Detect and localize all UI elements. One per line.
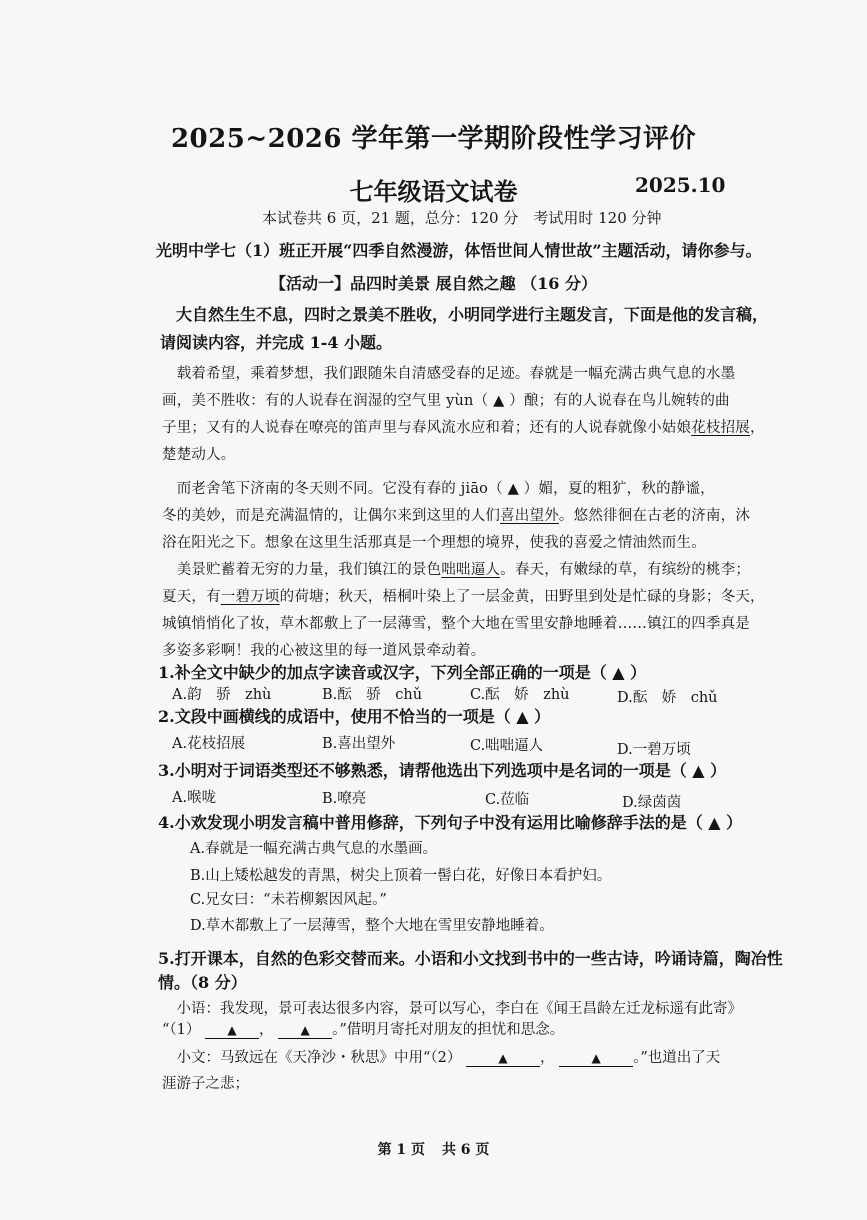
answer-blank-2a[interactable] (466, 1050, 540, 1067)
exam-info: 本试卷共 6 页，21 题，总分：120 分 考试用时 120 分钟 (262, 209, 662, 227)
exam-title: 2025~2026 学年第一学期阶段性学习评价 (170, 124, 697, 154)
speech-p3-line-1 (162, 558, 750, 579)
q4-option-d: D.草木都敷上了一层薄雪，整个大地在雪里安静地睡着。 (190, 918, 554, 934)
speech-text: 的荷塘；秋天，梧桐叶染上了一层金黄，田野里到处是忙碌的身影；冬天， (279, 589, 765, 605)
triangle-icon: ▲ (591, 1051, 601, 1065)
q5-xiaowen-tail: 。”也道出了天 (633, 1050, 721, 1066)
q5-xiaoyu-line-1: 小语：我发现，景可表达很多内容，景可以写心，李白在《闻王昌龄左迁龙标遥有此寄》 (162, 1001, 742, 1017)
blank-label: “（1） (162, 1022, 201, 1038)
speech-p2-line-3: 浴在阳光之下。想象在这里生活那真是一个理想的境界，使我的喜爱之情油然而生。 (162, 535, 706, 551)
q3-option-b: B.嘹亮 (322, 791, 367, 807)
speech-text: 美景贮蓄着无穷的力量，我们镇江的景色 (162, 562, 442, 578)
speech-p1-line-4: 楚楚动人。 (162, 447, 236, 463)
question-4-stem: 4.小欢发现小明发言稿中普用修辞，下列句子中没有运用比喻修辞手法的是（ ▲ ） (158, 813, 743, 832)
speech-text: 。悠然徘徊在古老的济南，沐 (558, 508, 751, 524)
q3-option-a: A.喉咙 (172, 790, 217, 806)
speech-p3-line-4: 多姿多彩啊！我的心被这里的每一道风景牵动着。 (162, 643, 486, 659)
idiom-underline: 一碧万顷 (220, 589, 280, 605)
speech-p1-line-1: 载着希望，乘着梦想，我们跟随朱自清感受春的足迹。春就是一幅充满古典气息的水墨 (162, 366, 736, 382)
speech-text: 。春天，有嫩绿的草，有缤纷的桃李； (500, 562, 751, 578)
answer-blank-1a[interactable] (205, 1022, 259, 1039)
q2-option-c: C.咄咄逼人 (470, 738, 544, 754)
triangle-icon: ▲ (498, 1051, 508, 1065)
exam-subtitle: 七年级语文试卷 (349, 177, 518, 206)
q5-xiaoyu-tail: 。”借明月寄托对朋友的担忧和思念。 (332, 1022, 565, 1038)
speech-p1-line-2: 画，美不胜收：有的人说春在润湿的空气里 yùn（ ▲ ）酿；有的人说春在鸟儿婉转的曲 (162, 393, 730, 409)
q4-option-b: B.山上矮松越发的青黑，树尖上顶着一髻白花，好像日本看护妇。 (190, 868, 612, 884)
question-3-stem: 3.小明对于词语类型还不够熟悉，请帮他选出下列选项中是名词的一项是（ ▲ ） (158, 761, 727, 780)
exam-date: 2025.10 (635, 173, 726, 197)
speech-p2-line-1: 而老舍笔下济南的冬天则不同。它没有春的 jiāo（ ▲ ）媚，夏的粗犷，秋的静谧， (162, 481, 715, 497)
q1-option-d: D.酝 娇 chǔ (617, 690, 718, 706)
question-5-stem-2: 情。（8 分） (158, 973, 247, 992)
triangle-icon: ▲ (227, 1023, 237, 1037)
speech-p2-line-2 (162, 504, 750, 525)
idiom-underline: 咄咄逼人 (441, 562, 501, 578)
lead-line-1: 大自然生生不息，四时之景美不胜收，小明同学进行主题发言，下面是他的发言稿， (160, 305, 769, 324)
page-number: 第 1 页 (377, 1142, 426, 1158)
comma-text: ， (259, 1022, 274, 1038)
answer-blank-1b[interactable] (278, 1022, 332, 1039)
q1-option-a: A.韵 骄 zhù (172, 687, 272, 703)
activity-heading: 【活动一】品四时美景 展自然之趣 （16 分） (270, 274, 597, 293)
speech-text: 冬的美妙，而是充满温情的，让偶尔来到这里的人们 (162, 508, 501, 524)
q2-option-d: D.一碧万顷 (617, 742, 691, 758)
speech-p1-line-3 (162, 416, 765, 437)
q2-option-b: B.喜出望外 (322, 736, 396, 752)
page-total: 共 6 页 (441, 1142, 490, 1158)
q3-option-d: D.绿茵茵 (622, 795, 682, 811)
q4-option-c: C.兄女曰：“未若柳絮因风起。” (190, 892, 387, 908)
idiom-underline: 喜出望外 (500, 508, 559, 524)
q1-option-c: C.酝 娇 zhù (470, 687, 570, 703)
speech-text: 夏天，有 (162, 589, 221, 605)
answer-blank-2b[interactable] (559, 1050, 633, 1067)
page-footer (0, 1139, 867, 1159)
q5-xiaowen-head: 小文：马致远在《天净沙・秋思》中用“（2） (162, 1050, 462, 1066)
speech-text: ， (750, 420, 765, 436)
q4-option-a: A.春就是一幅充满古典气息的水墨画。 (190, 841, 438, 857)
theme-intro: 光明中学七（1）班正开展“四季自然漫游，体悟世间人情世故”主题活动，请你参与。 (156, 241, 762, 260)
q5-xiaowen-line-2: 涯游子之悲； (162, 1076, 249, 1092)
idiom-underline: 花枝招展 (691, 420, 751, 436)
q1-option-b: B.酝 骄 chǔ (322, 687, 423, 703)
q3-option-c: C.莅临 (485, 792, 530, 808)
question-5-stem-1: 5.打开课本，自然的色彩交替而来。小语和小文找到书中的一些古诗，吟诵诗篇，陶冶性 (158, 949, 783, 968)
lead-line-2: 请阅读内容，并完成 1-4 小题。 (160, 333, 393, 352)
q5-xiaowen-line-1 (162, 1046, 720, 1067)
q2-option-a: A.花枝招展 (172, 736, 246, 752)
speech-text: 子里；又有的人说春在嘹亮的笛声里与春风流水应和着；还有的人说春就像小姑娘 (162, 420, 692, 436)
question-1-stem: 1.补全文中缺少的加点字读音或汉字，下列全部正确的一项是（ ▲ ） (158, 663, 647, 682)
triangle-icon: ▲ (300, 1023, 310, 1037)
speech-p3-line-3: 城镇悄悄化了妆，草木都敷上了一层薄雪，整个大地在雪里安静地睡着……镇江的四季真是 (162, 616, 750, 632)
q5-xiaoyu-line-2 (162, 1018, 564, 1039)
speech-p3-line-2 (162, 585, 765, 606)
question-2-stem: 2.文段中画横线的成语中，使用不恰当的一项是（ ▲ ） (158, 707, 551, 726)
comma-text: ， (540, 1050, 555, 1066)
